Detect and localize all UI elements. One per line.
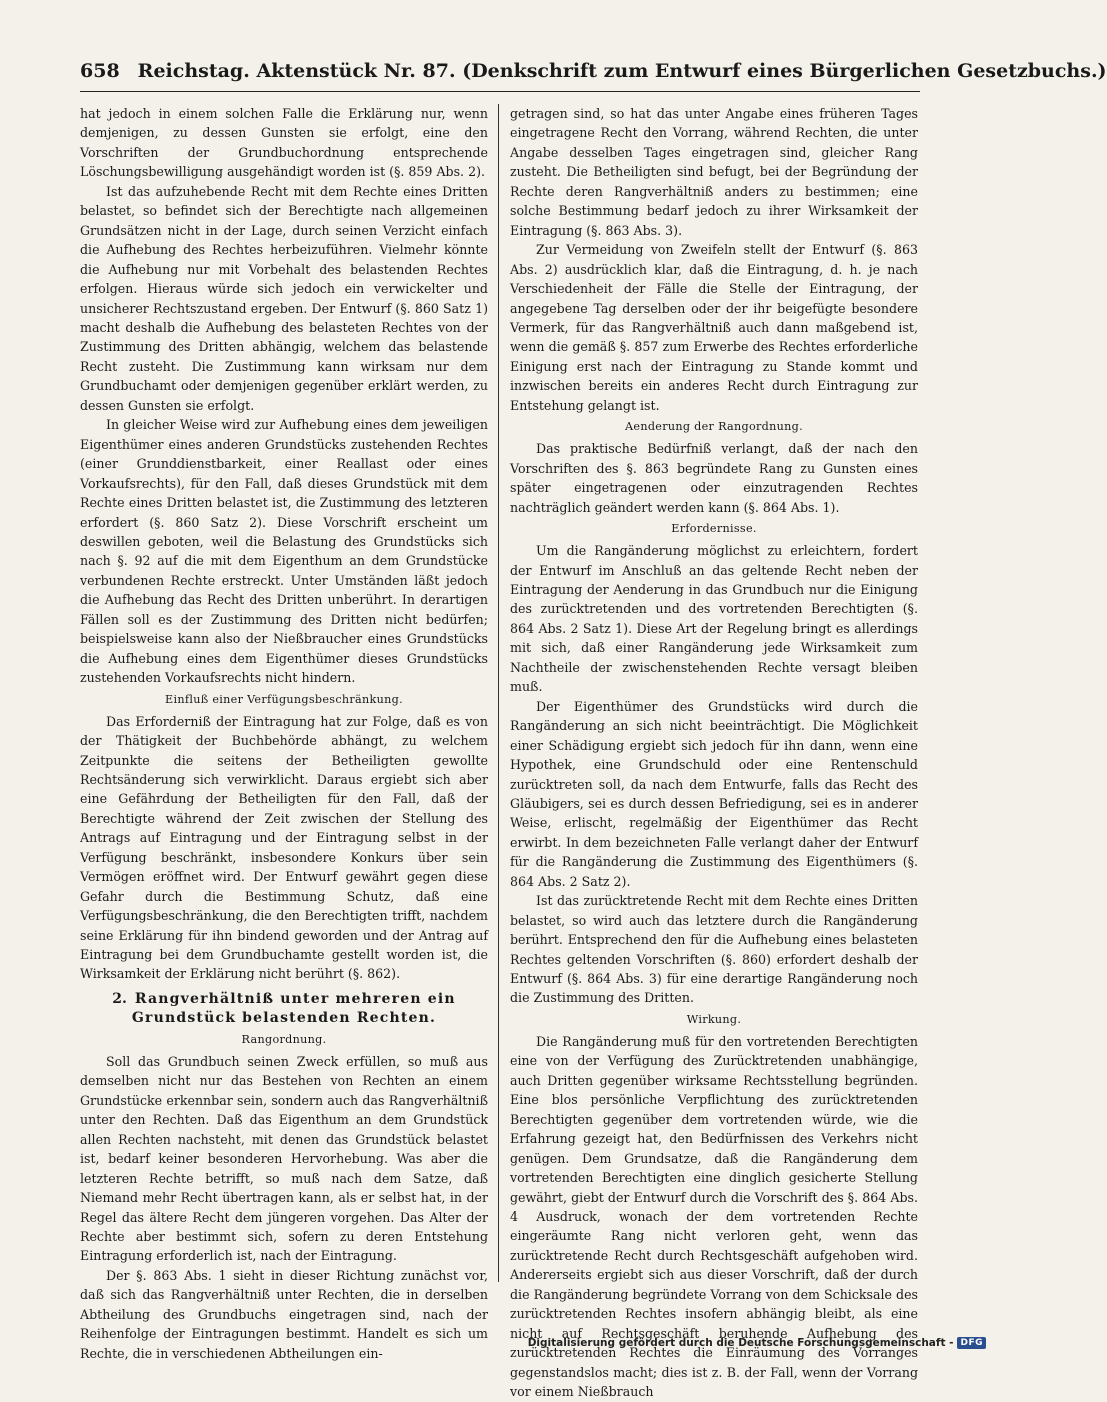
dfg-logo: DFG (957, 1337, 986, 1349)
paragraph: Um die Rangänderung möglichst zu erleichtern, fordert der Entwurf im Anschluß an das geltende Recht neben der Eintragung der Aenderung in das Grundbuch nur die Einigung des zurücktretenden und des vortretenden Berechtigten (§. 864 Abs. 2 Satz 1). Diese Art der Regelung bringt es allerdings mit sich, daß einer Rangänderung jede Wirksamkeit zum Nachtheile der zwischenstehenden Rechte versagt bleiben muß. (510, 543, 918, 695)
header-rule (80, 91, 920, 93)
paragraph: Das Erforderniß der Eintragung hat zur Folge, daß es von der Thätigkeit der Buchbehörde abhängt, zu welchem Zeitpunkte die seitens der Betheiligten gewollte Rechtsänderung sich verwirklicht. Daraus ergiebt sich aber eine Gefährdung der Betheiligten für den Fall, daß der Berechtigte während der Zeit zwischen der Stellung des Antrags auf Eintragung und der Eintragung selbst in der Verfügung beschränkt, insbesondere Konkurs über sein Vermögen eröffnet wird. Der Entwurf gewährt gegen diese Gefahr durch die Bestimmung Schutz, daß eine Verfügungsbeschränkung, die den Berechtigten trifft, nachdem seine Erklärung für ihn bindend geworden und der Antrag auf Eintragung bei dem Grundbuchamte gestellt worden ist, die Wirksamkeit der Erklärung nicht berührt (§. 862). (80, 713, 488, 982)
paragraph: In gleicher Weise wird zur Aufhebung eines dem jeweiligen Eigenthümer eines anderen Grundstücks zustehenden Rechtes (einer Grunddienstbarkeit, einer Reallast oder eines Vorkaufsrechts), für den Fall, daß dieses Grundstück mit dem Rechte eines Dritten belastet ist, die Zustimmung des letzteren erfordert (§. 860 Satz 2). Diese Vorschrift erscheint um deswillen geboten, weil die Belastung des Grundstücks sich nach §. 92 auf die mit dem Eigenthum an dem Grundstücke verbundenen Rechte erstreckt. Unter Umständen läßt jedoch die Aufhebung das Recht des Dritten unberührt. In derartigen Fällen soll es der Zustimmung des Dritten nicht bedürfen; beispielsweise kann also der Nießbraucher eines Grundstücks die Aufhebung eines dem Eigenthümer dieses Grundstücks zustehenden Vorkaufsrechts nicht hindern. (80, 417, 488, 686)
subheading: Einfluß einer Verfügungsbeschränkung. (165, 692, 403, 706)
paragraph: hat jedoch in einem solchen Falle die Erklärung nur, wenn demjenigen, zu dessen Gunsten sie erfolgt, eine den Vorschriften der Grundbuchordnung entsprechende Löschungsbewilligung ausgehändigt worden ist (§. 859 Abs. 2). (80, 106, 488, 180)
page-number: 658 (80, 60, 120, 82)
paragraph: Soll das Grundbuch seinen Zweck erfüllen, so muß aus demselben nicht nur das Bestehen von Rechten an einem Grundstücke erkennbar sein, sondern auch das Rangverhältniß unter den Rechten. Daß das Eigenthum an dem Grundstück allen Rechten nachsteht, mit denen das Grundstück belastet ist, bedarf keiner besonderen Hervorhebung. Was aber die letzteren Rechte betrifft, so muß nach dem Satze, daß Niemand mehr Recht übertragen kann, als er selbst hat, in der Regel das ältere Recht dem jüngeren vorgehen. Das Alter der Rechte aber bestimmt sich, sofern zu deren Entstehung Eintragung erforderlich ist, nach der Eintragung. (80, 1053, 488, 1264)
section-heading (80, 990, 488, 1028)
paragraph: Der Eigenthümer des Grundstücks wird durch die Rangänderung an sich nicht beeinträchtigt. Die Möglichkeit einer Schädigung ergiebt sich jedoch für ihn dann, wenn eine Hypothek, eine Grundschuld oder eine Rentenschuld zurücktreten soll, da nach dem Entwurfe, falls das Recht des Gläubigers, sei es durch dessen Befriedigung, sei es in anderer Weise, erlischt, regelmäßig der Eigenthümer das Recht erwirbt. In dem bezeichneten Falle verlangt daher der Entwurf für die Rangänderung die Zustimmung des Eigenthümers (§. 864 Abs. 2 Satz 2). (510, 698, 918, 889)
digitization-footer (528, 1335, 986, 1351)
section-title: Rangverhältniß unter mehreren ein Grundstück belastenden Rechten. (131, 990, 456, 1026)
left-column (80, 104, 488, 1363)
header-title: Reichstag. Aktenstück Nr. 87. (Denkschrift zum Entwurf eines Bürgerlichen Gesetzbuchs.) (137, 60, 1107, 82)
paragraph: Ist das aufzuhebende Recht mit dem Rechte eines Dritten belastet, so befindet sich der Berechtigte nach allgemeinen Grundsätzen nicht in der Lage, durch seinen Verzicht einfach die Aufhebung des Rechtes herbeizuführen. Vielmehr könnte die Aufhebung nur mit Vorbehalt des belastenden Rechtes erfolgen. Hieraus würde sich jedoch ein verwickelter und unsicherer Rechtszustand ergeben. Der Entwurf (§. 860 Satz 1) macht deshalb die Aufhebung des belasteten Rechtes von der Zustimmung des Dritten abhängig, welchem das belastende Recht zusteht. Die Zustimmung kann wirksam nur dem Grundbuchamt oder demjenigen gegenüber erklärt werden, zu dessen Gunsten sie erfolgt. (80, 183, 488, 413)
subheading: Wirkung. (686, 1012, 742, 1026)
paragraph: getragen sind, so hat das unter Angabe eines früheren Tages eingetragene Recht den Vorrang, während Rechten, die unter Angabe desselben Tages eingetragen sind, gleicher Rang zusteht. Die Betheiligten sind befugt, bei der Begründung der Rechte deren Rangverhältniß anders zu bestimmen; eine solche Bestimmung bedarf jedoch zu ihrer Wirksamkeit der Eintragung (§. 863 Abs. 3). (510, 106, 918, 238)
subheading: Erfordernisse. (671, 522, 757, 536)
paragraph: Zur Vermeidung von Zweifeln stellt der Entwurf (§. 863 Abs. 2) ausdrücklich klar, daß die Eintragung, d. h. je nach Verschiedenheit der Fälle die Stelle der Eintragung, der angegebene Tag derselben oder der ihr beigefügte besondere Vermerk, für das Rangverhältniß auch dann maßgebend ist, wenn die gemäß §. 857 zum Erwerbe des Rechtes erforderliche Einigung erst nach der Eintragung zu Stande kommt und inzwischen bereits ein anderes Recht durch Eintragung zur Entstehung gelangt ist. (510, 242, 918, 413)
paragraph: Ist das zurücktretende Recht mit dem Rechte eines Dritten belastet, so wird auch das letztere durch die Rangänderung berührt. Entsprechend den für die Aufhebung eines belasteten Rechtes geltenden Vorschriften (§. 860) erfordert deshalb der Entwurf (§. 864 Abs. 3) für eine derartige Rangänderung noch die Zustimmung des Dritten. (510, 893, 918, 1006)
section-number: 2. (112, 990, 127, 1007)
paragraph: Der §. 863 Abs. 1 sieht in dieser Richtung zunächst vor, daß sich das Rangverhältniß unter Rechten, die in derselben Abtheilung des Grundbuchs eingetragen sind, nach der Reihenfolge der Eintragungen bestimmt. Handelt es sich um Rechte, die in verschiedenen Abtheilungen ein- (80, 1267, 488, 1361)
running-header (80, 60, 1107, 88)
subheading: Aenderung der Rangordnung. (625, 420, 803, 434)
footer-text: Digitalisierung gefördert durch die Deutsche Forschungsgemeinschaft - (527, 1337, 954, 1349)
column-divider (498, 104, 499, 1282)
paragraph: Die Rangänderung muß für den vortretenden Berechtigten eine von der Verfügung des Zurücktretenden unabhängige, auch Dritten gegenüber wirksame Rechtsstellung begründen. Eine blos persönliche Verpflichtung des zurücktretenden Berechtigten gegenüber dem vortretenden würde, wie die Erfahrung gezeigt hat, den Bedürfnissen des Verkehrs nicht genügen. Dem Grundsatze, daß die Rangänderung dem vortretenden Berechtigten eine dinglich gesicherte Stellung gewährt, giebt der Entwurf durch die Vorschrift des §. 864 Abs. 4 Ausdruck, wonach der dem vortretenden Rechte eingeräumte Rang nicht verloren geht, wenn das zurücktretende Recht durch Rechtsgeschäft aufgehoben wird. Andererseits ergiebt sich aus dieser Vorschrift, daß der durch die Rangänderung begründete Vorrang von dem Schicksale des zurücktretenden Rechtes insofern abhängig bleibt, als eine nicht auf Rechtsgeschäft beruhende Aufhebung des zurücktretenden Rechtes die Einräumung des Vorranges gegenstandslos macht; dies ist z. B. der Fall, wenn der Vorrang vor einem Nießbrauch (510, 1033, 918, 1400)
paragraph: Das praktische Bedürfniß verlangt, daß der nach den Vorschriften des §. 863 begründete Rang zu Gunsten eines später eingetragenen oder einzutragenden Rechtes nachträglich geändert werden kann (§. 864 Abs. 1). (510, 441, 918, 515)
subheading: Rangordnung. (241, 1032, 327, 1046)
right-column (510, 104, 918, 1402)
